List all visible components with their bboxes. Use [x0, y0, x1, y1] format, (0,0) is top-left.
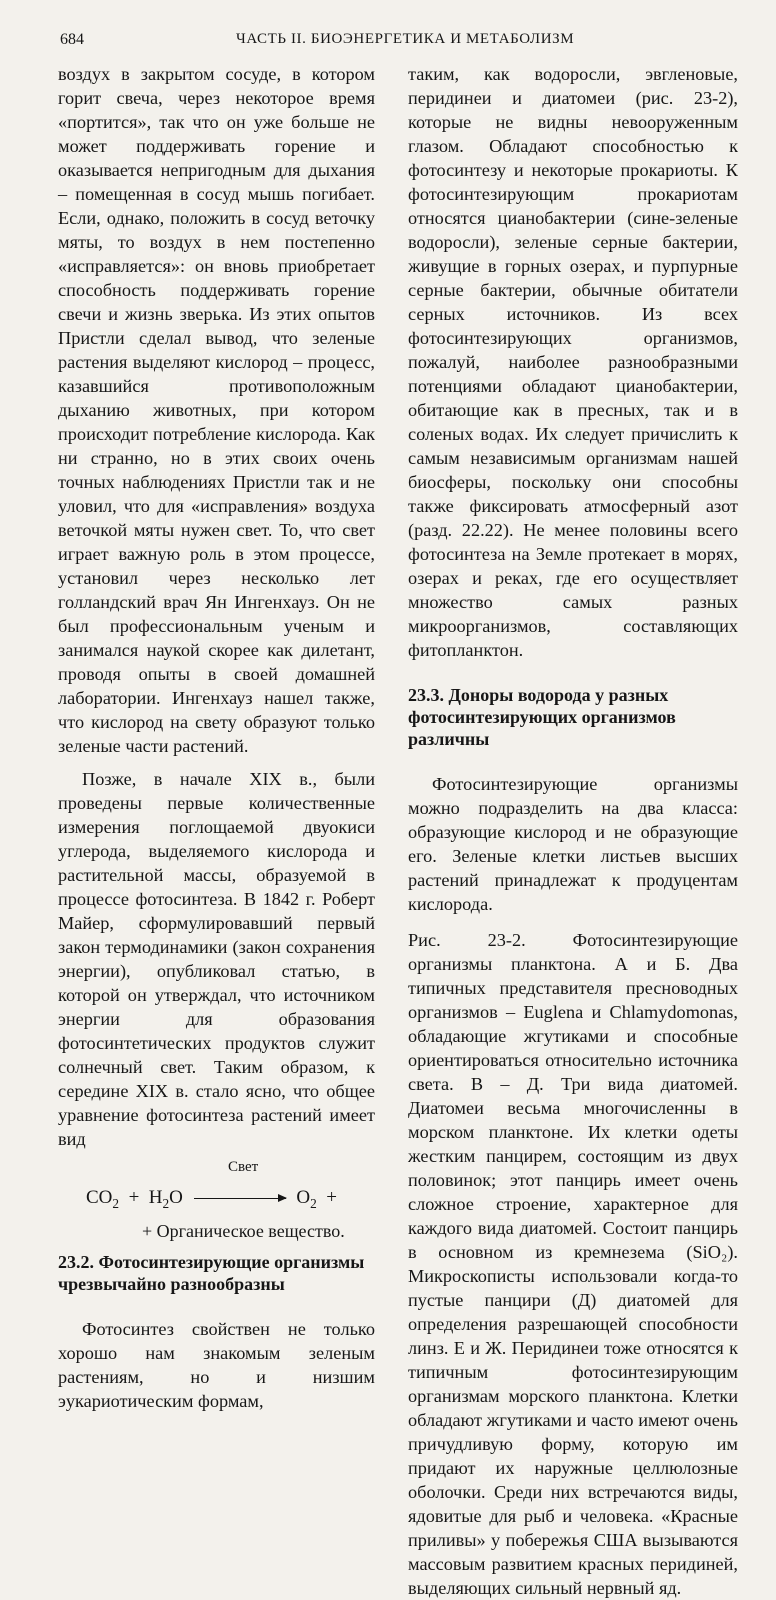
left-paragraph-3: Фотосинтез свойствен не только хорошо нам знакомым зеленым растениям, но и низшим эукариотическим формам, [58, 1319, 375, 1411]
equation-plus-2: + [326, 1187, 338, 1208]
equation-plus-1: + [128, 1187, 140, 1208]
page-number: 684 [60, 31, 84, 48]
equation-line-1: $CO_2 + H_2O$ $O_2$ + [86, 1187, 338, 1211]
right-paragraph-2: Фотосинтезирующие организмы можно подразделить на два класса: образующие кислород и не образующие его. Зеленые клетки листьев высших растений принадлежат к продуцентам кислорода. [408, 774, 738, 914]
running-head: ЧАСТЬ II. БИОЭНЕРГЕТИКА И МЕТАБОЛИЗМ [236, 31, 575, 47]
equation-o2: O [296, 1187, 311, 1208]
equation-line-2: + Органическое вещество. [142, 1221, 345, 1241]
left-column [58, 62, 375, 1413]
equation-h2o: H [148, 1187, 163, 1208]
section-23-3-title: 23.3. Доноры водорода у разных фотосинтезирующих организмов различны [408, 685, 676, 749]
equation-arrow-label: Свет [228, 1159, 259, 1175]
equation-co2: CO [86, 1187, 113, 1208]
equation-arrow [194, 1198, 286, 1199]
right-paragraph-1: таким, как водоросли, эвгленовые, перидинеи и диатомеи (рис. 23-2), которые не видны невооруженным глазом. Обладают способностью к фотосинтезу и некоторые прокариоты. К фотосинтезирующим прокариотам относятся цианобактерии (сине-зеленые водоросли), зеленые серные бактерии, живущие в горных озерах, и пурпурные серные бактерии, обычные обитатели серных источников. Из всех фотосинтезирующих организмов, пожалуй, наиболее разнообразными потенциями обладают цианобактерии, обитающие как в пресных, так и в соленых водах. Их следует причислить к самым независимым организмам нашей биосферы, поскольку они способны также фиксировать атмосферный азот (разд. 22.22). Не менее половины всего фотосинтеза на Земле протекает в морях, озерах и реках, где его осуществляет множество самых разных микроорганизмов, составляющих фитопланктон. [408, 64, 738, 660]
left-paragraph-2: Позже, в начале XIX в., были проведены первые количественные измерения поглощаемой двуокиси углерода, выделяемого кислорода и растительной массы, образуемой в процессе фотосинтеза. В 1842 г. Роберт Майер, сформулировавший первый закон термодинамики (закон сохранения энергии), опубликовал статью, в которой он утверждал, что источником энергии для образования фотосинтетических продуктов служит солнечный свет. Таким образом, к середине XIX в. стало ясно, что общее уравнение фотосинтеза растений имеет вид [58, 769, 375, 1149]
photosynthesis-equation [58, 1159, 375, 1251]
left-paragraph-1: воздух в закрытом сосуде, в котором горит свеча, через некоторое время «портится», так что он уже больше не может поддерживать горение и оказывается непригодным для дыхания – помещенная в сосуд мышь погибает. Если, однако, положить в сосуд веточку мяты, то воздух в нем постепенно «исправляется»: он вновь приобретает способность поддерживать горение свечи и жизнь зверька. Из этих опытов Пристли сделал вывод, что зеленые растения выделяют кислород – процесс, казавшийся противоположным дыханию животных, при котором происходит потребление кислорода. Как ни странно, но в этих своих очень точных наблюдениях Пристли так и не уловил, что для «исправления» воздуха веточкой мяты нужен свет. То, что свет играет важную роль в этом процессе, установил через несколько лет голландский врач Ян Ингенхауз. Он не был профессиональным ученым и занимался наукой скорее как дилетант, проводя опыты в своей домашней лаборатории. Ингенхауз нашел также, что кислород на свету образуют только зеленые части растений. [58, 64, 375, 756]
right-column [408, 62, 738, 1600]
section-23-2-title: 23.2. Фотосинтезирующие организмы чрезвычайно разнообразны [58, 1252, 365, 1294]
figure-caption: Рис. 23-2. Фотосинтезирующие организмы планктона. А и Б. Два типичных представителя пресноводных организмов – Euglena и Chlamydomonas, обладающие жгутиками и способные ориентироваться относительно источника света. В – Д. Три вида диатомей. Диатомеи весьма многочисленны в морском планктоне. Их клетки одеты жестким панцирем, состоящим из двух половинок; этот панцирь имеет очень сложное строение, характерное для каждого вида диатомей. Состоит панцирь в основном из кремнезема (SiO₂). Микроскописты использовали когда-то пустые панцири (Д) диатомей для определения разрешающей способности линз. Е и Ж. Перидинеи тоже относятся к типичным фотосинтезирующим организмам морского планктона. Клетки обладают жгутиками и часто имеют очень причудливую форму, которую им придают их наружные целлюлозные оболочки. Среди них встречаются виды, ядовитые для рыб и человека. «Красные приливы» у побережья США вызываются массовым развитием красных перидиней, выделяющих сильный нервный яд. [408, 930, 738, 1598]
